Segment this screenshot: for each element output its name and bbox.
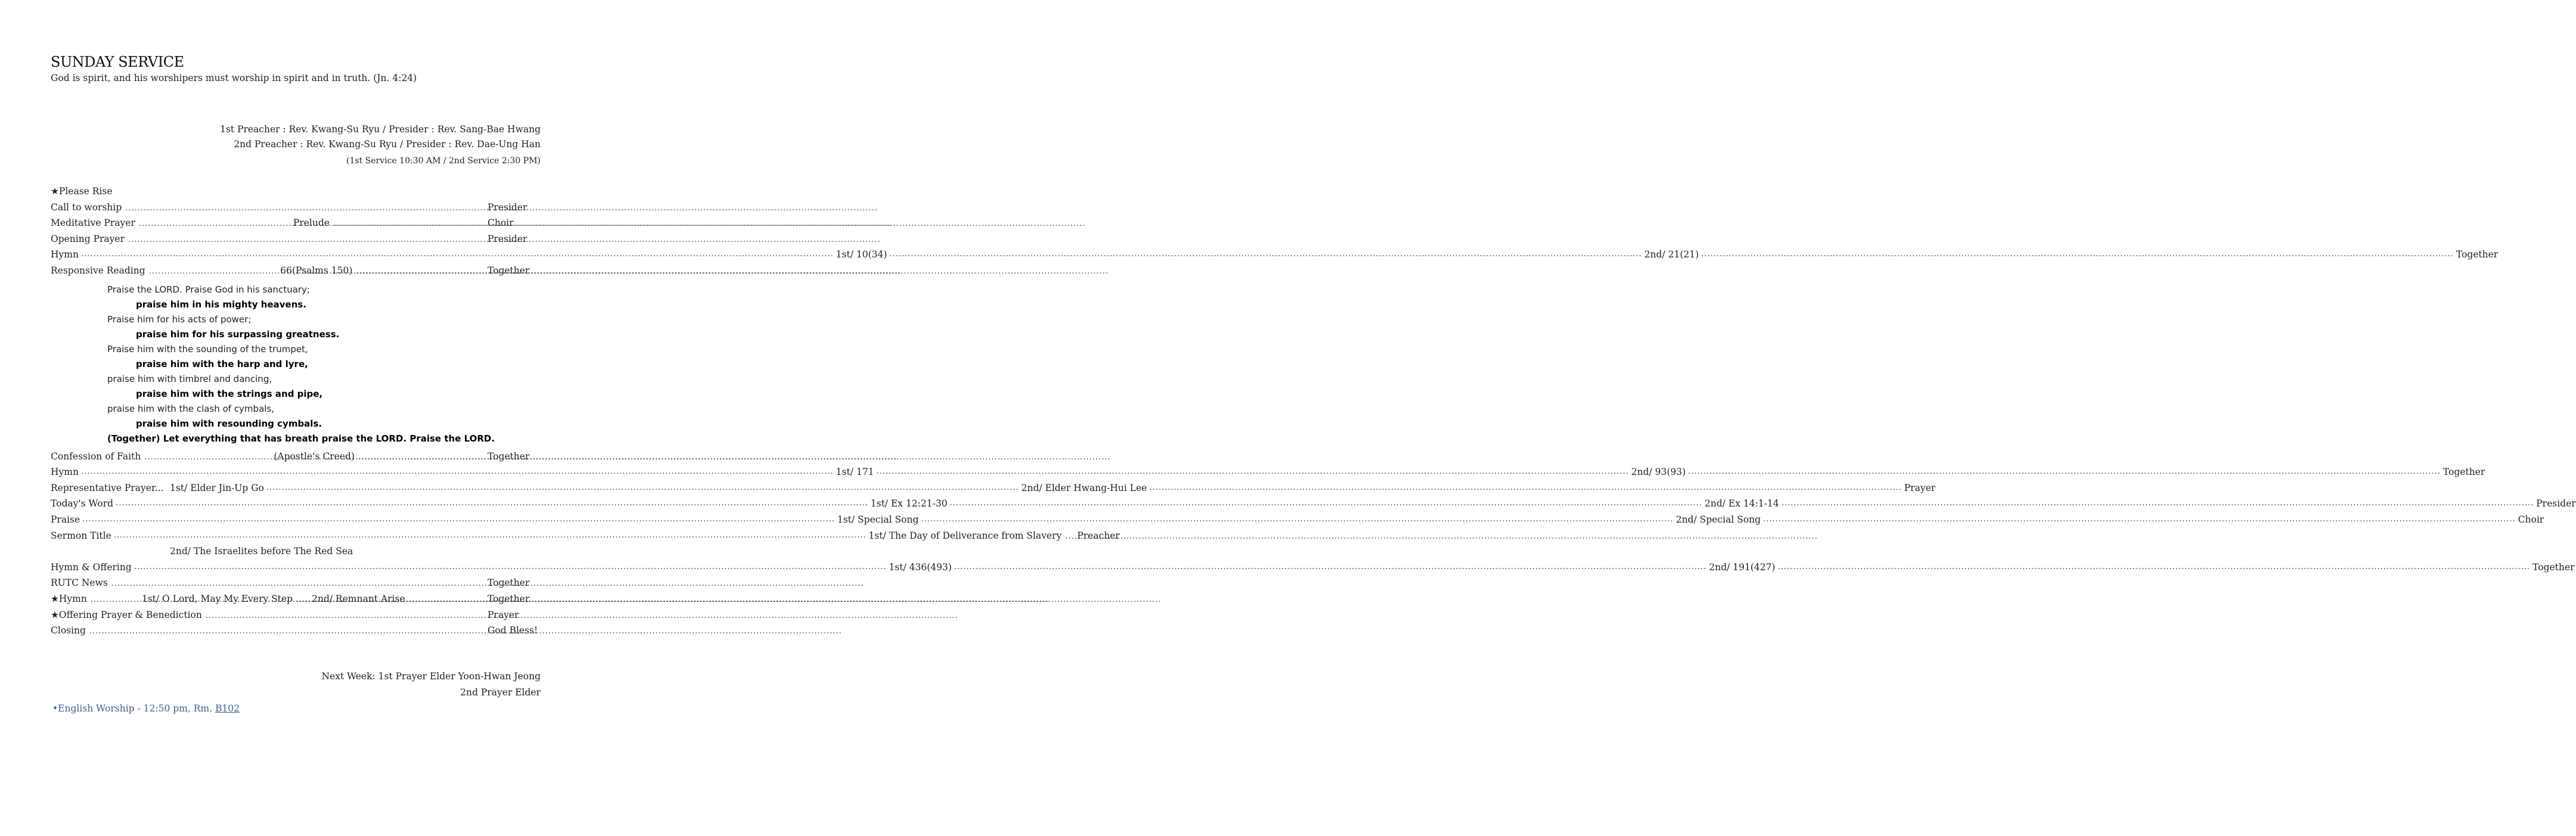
dot-leader: [128, 232, 484, 248]
second-service-detail: 2nd/ Ex 14:1-14: [1705, 498, 1779, 509]
dot-leader: [1778, 560, 2531, 576]
dot-leader: [1688, 464, 2441, 480]
item-label: Today's Word: [51, 498, 114, 509]
item-label: Hymn: [51, 467, 79, 478]
order-item-praise: [51, 512, 2544, 528]
first-service-detail: 1st/ Special Song: [837, 514, 919, 525]
first-service-detail: 1st/ O Lord, May My Every Step: [141, 593, 293, 604]
reading-line-together: (Together) Let everything that has breath praise the LORD. Praise the LORD.: [107, 433, 495, 444]
item-detail: Prelude: [293, 217, 330, 229]
order-item-responsive-reading: [51, 263, 541, 279]
first-service-detail: 1st/ Ex 12:21-30: [870, 498, 948, 509]
item-leader: Together: [2456, 249, 2499, 260]
order-item-opening-prayer: [51, 231, 541, 247]
item-detail: 66(Psalms 150): [280, 265, 353, 276]
first-service-detail: 1st/ 436(493): [889, 561, 952, 573]
reading-line-people: praise him in his mighty heavens.: [136, 299, 306, 310]
item-leader: Choir: [2518, 514, 2544, 525]
dot-leader: [81, 247, 834, 263]
item-leader: Presider: [2536, 498, 2576, 509]
reading-line-people: praise him with the strings and pipe,: [136, 388, 323, 399]
dot-leader: [144, 450, 270, 466]
dot-leader: [81, 464, 834, 480]
dot-leader: [358, 450, 484, 466]
second-service-detail: 2nd/ 191(427): [1709, 561, 1776, 573]
dot-leader: [206, 608, 484, 624]
first-service-detail: 1st/ 10(34): [836, 249, 887, 260]
item-leader: Presider: [488, 233, 527, 244]
dot-leader: [89, 624, 484, 640]
item-label: Praise: [51, 514, 80, 525]
dot-leader: [116, 496, 868, 512]
first-service-detail: 1st/ 171: [836, 467, 874, 478]
second-service-detail: 2nd/ Elder Hwang-Hui Lee: [1021, 482, 1147, 493]
item-label: Responsive Reading: [51, 265, 145, 276]
item-label: Sermon Title: [51, 530, 111, 541]
dot-leader: [954, 560, 1707, 576]
order-item-hymn: [51, 464, 2485, 480]
item-leader: Together: [487, 265, 530, 276]
dot-leader: [296, 592, 308, 608]
item-label: Confession of Faith: [51, 450, 141, 462]
responsive-reading-text: [51, 282, 541, 446]
dot-leader: [1763, 512, 2516, 528]
dot-leader: [111, 576, 484, 592]
reading-line-leader: Praise him with the sounding of the trumpet,: [107, 343, 308, 355]
dot-leader: [889, 247, 1642, 263]
item-leader: Preacher: [1077, 530, 1120, 541]
dot-leader: [409, 592, 484, 608]
order-item-hymn: [51, 247, 2499, 263]
order-item-call-to-worship: [51, 200, 541, 216]
dot-leader: [82, 512, 835, 528]
dot-leader: [266, 480, 1019, 496]
item-leader: Together: [487, 450, 530, 462]
second-service-detail: 2nd/ 21(21): [1644, 249, 1699, 260]
dot-leader: [1701, 247, 2454, 263]
order-item-todays-word: [51, 496, 2576, 512]
second-service-detail: 2nd/ Special Song: [1675, 514, 1761, 525]
dot-leader: [1149, 480, 1902, 496]
item-leader: Together: [2532, 561, 2575, 573]
reading-line-leader: Praise the LORD. Praise God in his sanctuary;: [107, 284, 310, 295]
item-label: Hymn & Offering: [51, 561, 132, 573]
item-leader: Prayer: [488, 609, 519, 620]
dot-leader: [139, 216, 290, 232]
item-leader: Choir: [488, 217, 514, 229]
item-leader: Together: [2442, 467, 2485, 478]
item-label: RUTC News: [51, 577, 108, 589]
item-leader: Together: [488, 593, 530, 604]
order-item-confession-of-faith: [51, 449, 541, 465]
room-link[interactable]: B102: [215, 703, 240, 714]
scripture-verse: God is spirit, and his worshipers must worship in spirit and in truth. (Jn. 4:24): [51, 73, 417, 83]
item-leader: Prayer: [1904, 482, 1936, 493]
first-service-detail: 1st/ The Day of Deliverance from Slavery: [868, 530, 1062, 541]
please-rise: [51, 184, 541, 200]
service-times: (1st Service 10:30 AM / 2nd Service 2:30 PM): [346, 156, 541, 166]
second-service-detail: 2nd/ Remnant Arise: [312, 593, 405, 604]
order-item-rutc-news: [51, 575, 541, 591]
dot-leader: [876, 464, 1629, 480]
item-label: Hymn: [51, 249, 79, 260]
dot-leader: [949, 496, 1702, 512]
order-item-representative-prayer: [51, 480, 1936, 496]
order-item-closing: [51, 623, 541, 639]
item-label: Call to worship: [51, 201, 122, 213]
item-leader: Together: [488, 577, 530, 589]
order-of-worship: [51, 184, 2576, 639]
second-service-detail: 2nd/ 93(93): [1631, 467, 1686, 478]
item-label: Meditative Prayer: [51, 217, 135, 229]
dot-leader: [134, 560, 887, 576]
dot-leader: [356, 264, 484, 280]
next-week-first-prayer: Next Week: 1st Prayer Elder Yoon-Hwan Jeong: [321, 671, 541, 682]
sermon-title-second-service: [51, 543, 541, 560]
item-detail: (Apostle's Creed): [274, 450, 355, 462]
reading-line-people: praise him with the harp and lyre,: [136, 358, 308, 369]
dot-leader: [91, 592, 138, 608]
order-item-meditative-prayer: [51, 215, 541, 231]
second-service-detail: 2nd/ The Israelites before The Red Sea: [170, 546, 353, 557]
item-label: Opening Prayer: [51, 233, 125, 244]
item-leader: God Bless!: [488, 625, 538, 636]
next-week-second-prayer: 2nd Prayer Elder: [460, 687, 541, 698]
item-label: ★Hymn: [51, 593, 87, 604]
reading-line-people: praise him with resounding cymbals.: [136, 418, 322, 429]
english-worship-text: •English Worship - 12:50 pm, Rm.: [52, 703, 215, 714]
reading-line-leader: praise him with the clash of cymbals,: [107, 403, 275, 414]
order-item-benediction: [51, 607, 541, 623]
dot-leader: [921, 512, 1674, 528]
item-leader: Presider: [488, 201, 527, 213]
first-service-leaders: 1st Preacher : Rev. Kwang-Su Ryu / Presider : Rev. Sang-Bae Hwang: [220, 124, 541, 135]
english-worship-note: [52, 703, 240, 714]
item-label: Closing: [51, 625, 86, 636]
dot-leader: [333, 216, 484, 232]
order-item-hymn-and-offering: [51, 560, 2575, 576]
dot-leader: [149, 264, 277, 280]
please-rise-label: ★Please Rise: [51, 186, 113, 197]
dot-leader: [114, 528, 867, 544]
item-label: Representative Prayer...: [51, 482, 164, 493]
second-service-leaders: 2nd Preacher : Rev. Kwang-Su Ryu / Presider : Rev. Dae-Ung Han: [234, 139, 541, 150]
first-service-detail: 1st/ Elder Jin-Up Go: [170, 482, 264, 493]
reading-line-leader: Praise him for his acts of power;: [107, 313, 252, 325]
order-item-closing-hymn: [51, 591, 541, 607]
reading-line-leader: praise him with timbrel and dancing,: [107, 373, 272, 384]
reading-line-people: praise him for his surpassing greatness.: [136, 328, 340, 340]
item-label: ★Offering Prayer & Benediction: [51, 609, 202, 620]
order-item-sermon-title: [51, 528, 1120, 544]
page-title: SUNDAY SERVICE: [51, 54, 184, 70]
dot-leader: [1782, 496, 2534, 512]
dot-leader: [1065, 529, 1073, 545]
dot-leader: [125, 201, 484, 217]
